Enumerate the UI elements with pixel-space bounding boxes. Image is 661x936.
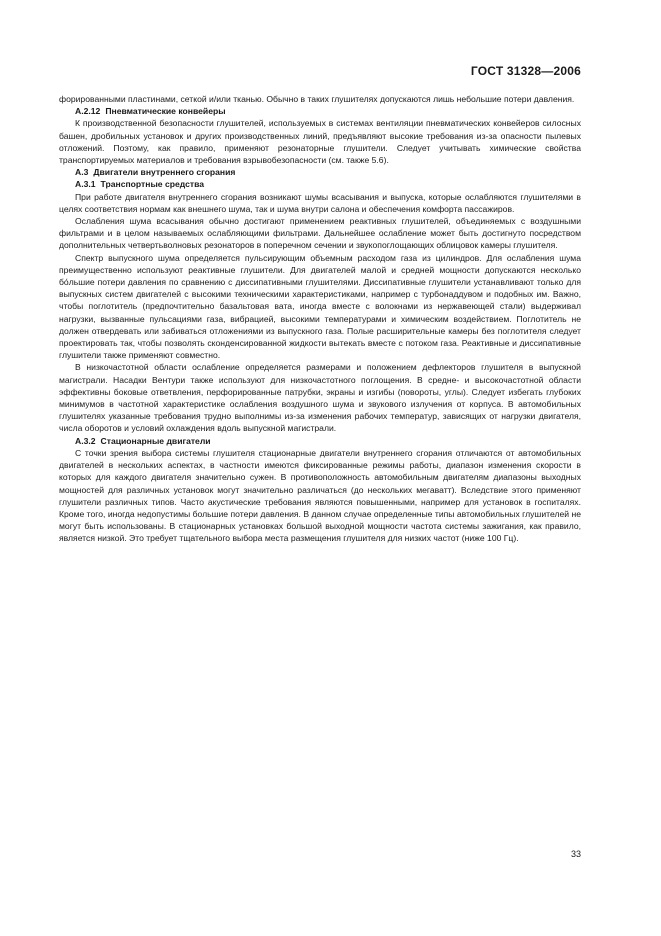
section-number: А.2.12 (75, 106, 101, 117)
section-number: А.3.1 (75, 179, 96, 190)
section-number: А.3.2 (75, 435, 96, 446)
section-heading (59, 178, 581, 190)
paragraph: Спектр выпускного шума определяется пульсирующим объемным расходом газа из цилиндров. Для ослабления шума преимущественно используют реактивные глушители. Для двигателей малой и средней мощности допускаются несколько бо́льшие потери давления по сравнению с диссипативными глушителями. Диссипативные глушители устанавливают только для выпускных систем двигателей с высокими техническими характеристиками, например с турбонаддувом и подобных им. Важно, чтобы поглотитель (предпочтительно базальтовая вата, иногда вместе с волокнами из нержавеющей стали) выдерживал нагрузки, вызванные пульсациями газа, вибрацией, высокими температурами и химическим воздействием. Поглотитель не должен отвердевать или забиваться отложениями из выпускного газа. Полые расширительные камеры без поглотителя следует проектировать так, чтобы позволять сконденсированной жидкости вытекать вместе с потоком газа. Реактивные и диссипативные глушители также применяют совместно. (59, 252, 581, 361)
paragraph: При работе двигателя внутреннего сгорания возникают шумы всасывания и выпуска, которые ослабляются глушителями в целях соответствия нормам как внешнего шума, так и шума внутри салона и обеспечения комфорта пассажиров. (59, 191, 581, 214)
section-heading (59, 166, 581, 178)
document-body (59, 93, 581, 545)
section-title: Двигатели внутреннего сгорания (93, 167, 236, 178)
paragraph: В низкочастотной области ослабление определяется размерами и положением дефлекторов глушителя в выпускной магистрали. Насадки Вентури также используют для низкочастотного поглощения. В средне- и высокочастотной области эффективны боковые ответвления, перфорированные патрубки, экраны и изгибы (повороты, углы). Следует избегать глубоких минимумов в частотной характеристике ослабления воздушного шума и звукового излучения от корпуса. В автомобильных глушителях указанные требования трудно выполнимы из-за изменения рабочих температур, зависящих от нагрузки двигателя, числа оборотов и условий охлаждения вдоль выпускной магистрали. (59, 362, 581, 434)
section-title: Стационарные двигатели (100, 435, 211, 446)
paragraph: форированными пластинами, сеткой и/или тканью. Обычно в таких глушителях допускаются лишь небольшие потери давления. (59, 94, 575, 104)
section-heading (59, 435, 581, 447)
section-number: А.3 (75, 167, 89, 178)
paragraph: Ослабления шума всасывания обычно достигают применением реактивных глушителей, объединяемых с воздушными фильтрами и в целом называемых ослабляющими фильтрами. Дальнейшее ослабление может быть достигнуто посредством дополнительных четвертьволновых резонаторов в поперечном сечении и звукопоглощающих облицовок камеры глушителя. (59, 216, 581, 251)
section-heading (59, 105, 581, 117)
section-title: Транспортные средства (100, 179, 205, 190)
paragraph: С точки зрения выбора системы глушителя стационарные двигатели внутреннего сгорания отличаются от автомобильных двигателей в нескольких аспектах, в частности имеются фиксированные режимы работы, диапазон изменения скорости в которых для каждого двигателя значительно сужен. В противоположность автомобильным двигателям диапазоны выходных мощностей для различных установок могут значительно различаться (до нескольких мегаватт). Вследствие этого применяют глушители различных типов. Часто акустические требования являются повышенными, например для установок в госпиталях. Кроме того, иногда недопустимы большие потери давления. В данном случае определенные типы автомобильных глушителей не могут быть использованы. В стационарных установках большой выходной мощности частота системы зажигания, как правило, является низкой. Это требует тщательного выбора места размещения глушителя для низких частот (ниже 100 Гц). (59, 447, 581, 544)
section-title: Пневматические конвейеры (105, 106, 226, 117)
page-number: 33 (570, 849, 581, 859)
document-standard-id: ГОСТ 31328—2006 (470, 64, 581, 78)
paragraph: К производственной безопасности глушителей, используемых в системах вентиляции пневматических конвейеров силосных башен, дробильных установок и других производственных линий, предъявляют высокие требования из-за опасности пылевых отложений. Поэтому, как правило, применяют резонаторные глушители. Следует учитывать химические свойства транспортируемых материалов и требования взрывобезопасности (см. также 5.6). (59, 118, 581, 166)
